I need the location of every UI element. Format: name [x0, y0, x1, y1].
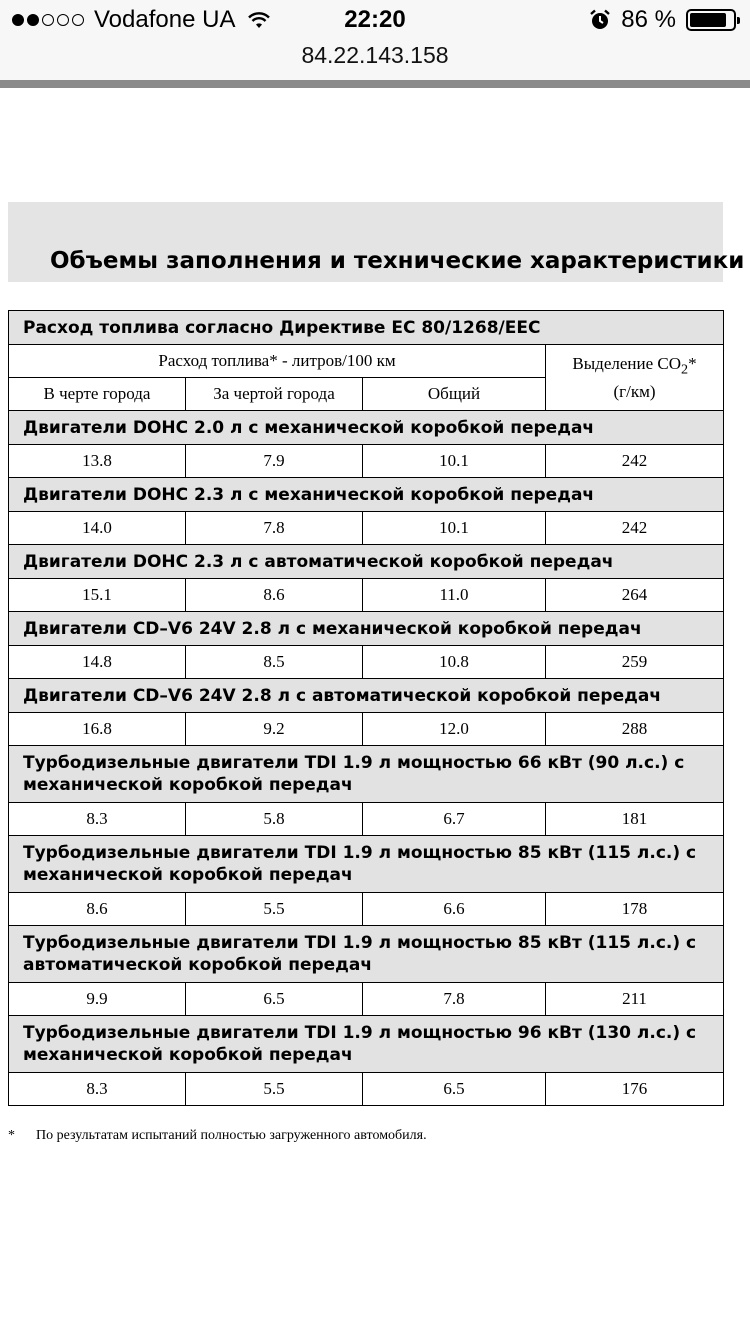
column-header-city: В черте города: [9, 378, 186, 411]
highway-value: 5.5: [186, 893, 363, 926]
highway-value: 8.5: [186, 646, 363, 679]
highway-value: 5.8: [186, 803, 363, 836]
engine-group-heading: [9, 836, 724, 893]
city-value: 9.9: [9, 983, 186, 1016]
engine-group-heading: [9, 478, 724, 512]
co2-value: 176: [546, 1073, 724, 1106]
table-row: [9, 579, 724, 612]
total-value: 10.1: [363, 512, 546, 545]
battery-percent: 86 %: [621, 6, 676, 33]
engine-group-heading: [9, 926, 724, 983]
engine-group-title: Турбодизельные двигатели TDI 1.9 л мощностью 66 кВт (90 л.с.) с механической коробкой передач: [9, 746, 724, 803]
total-value: 6.6: [363, 893, 546, 926]
engine-group-title: Двигатели CD–V6 24V 2.8 л с автоматической коробкой передач: [9, 679, 724, 713]
engine-group-title: Двигатели DOHC 2.0 л с механической коробкой передач: [9, 411, 724, 445]
page-title: Объемы заполнения и технические характеристики: [50, 248, 745, 274]
total-value: 10.8: [363, 646, 546, 679]
table-row: [9, 646, 724, 679]
table-row: [9, 1073, 724, 1106]
table-row: [9, 803, 724, 836]
city-value: 15.1: [9, 579, 186, 612]
total-value: 12.0: [363, 713, 546, 746]
engine-group-title: Турбодизельные двигатели TDI 1.9 л мощностью 85 кВт (115 л.с.) с автоматической коробкой передач: [9, 926, 724, 983]
column-header-highway: За чертой города: [186, 378, 363, 411]
co2-value: 264: [546, 579, 724, 612]
city-value: 8.3: [9, 803, 186, 836]
table-row: [9, 445, 724, 478]
consumption-header: Расход топлива* - литров/100 км: [9, 345, 546, 378]
co2-header-footnote-mark: *: [688, 354, 697, 374]
engine-group-heading: [9, 1016, 724, 1073]
engine-group-heading: [9, 612, 724, 646]
total-value: 6.5: [363, 1073, 546, 1106]
table-row: [9, 512, 724, 545]
engine-group-heading: [9, 679, 724, 713]
engine-group-title: Двигатели DOHC 2.3 л с механической коробкой передач: [9, 478, 724, 512]
co2-value: 259: [546, 646, 724, 679]
highway-value: 8.6: [186, 579, 363, 612]
city-value: 16.8: [9, 713, 186, 746]
footnote: [8, 1128, 427, 1144]
alarm-clock-icon: [589, 9, 611, 31]
status-bar: [0, 0, 750, 40]
table-row: [9, 713, 724, 746]
co2-header-label: Выделение CO: [572, 354, 681, 374]
co2-value: 242: [546, 512, 724, 545]
city-value: 14.0: [9, 512, 186, 545]
co2-value: 288: [546, 713, 724, 746]
co2-value: 242: [546, 445, 724, 478]
engine-group-heading: [9, 746, 724, 803]
engine-group-title: Двигатели DOHC 2.3 л с автоматической коробкой передач: [9, 545, 724, 579]
city-value: 8.3: [9, 1073, 186, 1106]
clock: 22:20: [344, 6, 406, 33]
status-right: [589, 6, 736, 34]
co2-value: 211: [546, 983, 724, 1016]
co2-value: 178: [546, 893, 724, 926]
city-value: 14.8: [9, 646, 186, 679]
city-value: 8.6: [9, 893, 186, 926]
engine-group-heading: [9, 545, 724, 579]
address-bar[interactable]: [0, 40, 750, 80]
total-value: 7.8: [363, 983, 546, 1016]
table-row: [9, 983, 724, 1016]
engine-group-title: Двигатели CD–V6 24V 2.8 л с механической коробкой передач: [9, 612, 724, 646]
highway-value: 7.8: [186, 512, 363, 545]
co2-header-unit: (г/км): [613, 381, 656, 401]
co2-header: [546, 345, 724, 411]
total-value: 6.7: [363, 803, 546, 836]
city-value: 13.8: [9, 445, 186, 478]
highway-value: 5.5: [186, 1073, 363, 1106]
engine-group-title: Турбодизельные двигатели TDI 1.9 л мощностью 85 кВт (115 л.с.) с механической коробкой передач: [9, 836, 724, 893]
co2-header-subscript: 2: [681, 361, 689, 378]
highway-value: 9.2: [186, 713, 363, 746]
toolbar-divider: [0, 80, 750, 88]
battery-icon: [686, 9, 736, 31]
engine-group-heading: [9, 411, 724, 445]
table-main-heading: Расход топлива согласно Директиве ЕС 80/1268/EEC: [9, 311, 724, 345]
footnote-text: По результатам испытаний полностью загруженного автомобиля.: [36, 1128, 427, 1143]
footnote-mark: *: [8, 1128, 15, 1143]
table-row: [9, 893, 724, 926]
total-value: 11.0: [363, 579, 546, 612]
url-text[interactable]: 84.22.143.158: [301, 42, 449, 68]
fuel-consumption-table: [8, 310, 724, 1106]
carrier-name: Vodafone UA: [94, 6, 236, 33]
total-value: 10.1: [363, 445, 546, 478]
column-header-total: Общий: [363, 378, 546, 411]
engine-group-title: Турбодизельные двигатели TDI 1.9 л мощностью 96 кВт (130 л.с.) с механической коробкой передач: [9, 1016, 724, 1073]
highway-value: 7.9: [186, 445, 363, 478]
co2-value: 181: [546, 803, 724, 836]
highway-value: 6.5: [186, 983, 363, 1016]
